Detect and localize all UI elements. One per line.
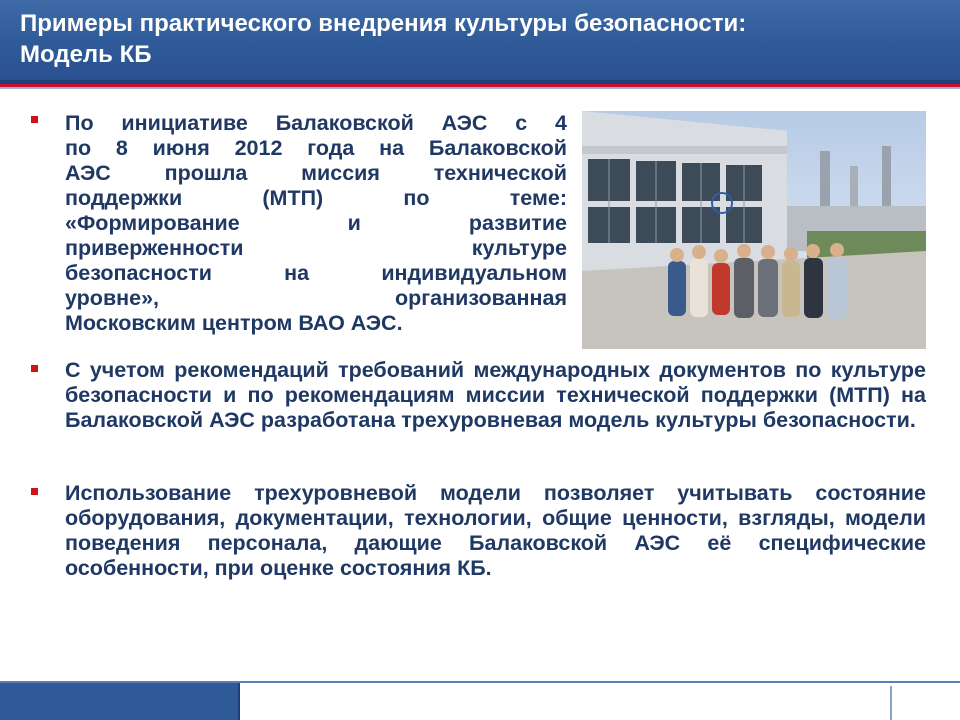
bullet-1-line: приверженности культуре [65, 236, 567, 260]
bullet-1-line: «Формирование и развитие [65, 211, 567, 235]
bullet-1-line: АЭС прошла миссия технической [65, 161, 567, 185]
bullet-marker-1 [31, 116, 38, 123]
footer-divider [890, 686, 892, 720]
footer-blue-block [0, 683, 240, 720]
bullet-paragraph-2 [65, 358, 926, 433]
title-line-2: Модель КБ [20, 41, 152, 68]
photo-illustration [582, 111, 926, 349]
bullet-1-line: по 8 июня 2012 года на Балаковской [65, 136, 567, 160]
bullet-1-line: уровне», организованная [65, 286, 567, 310]
bullet-1-line: безопасности на индивидуальном [65, 261, 567, 285]
bullet-1-line: поддержки (МТП) по теме: [65, 186, 567, 210]
bullet-paragraph-3 [65, 481, 926, 581]
bullet-3-text: Использование трехуровневой модели позволяет учитывать состояние оборудования, документации, технологии, общие ценности, взгляды, модели поведения персонала, дающие Балаковской АЭС её специфические особенности, при оценке состояния КБ. [65, 481, 926, 580]
bullet-1-line: Московским центром ВАО АЭС. [65, 311, 403, 335]
bullet-1-line: По инициативе Балаковской АЭС с 4 [65, 111, 567, 135]
group-photo-at-plant [582, 111, 926, 349]
bullet-marker-2 [31, 365, 38, 372]
bullet-marker-3 [31, 488, 38, 495]
bullet-2-text: С учетом рекомендаций требований международных документов по культуре безопасности и по рекомендациям миссии технической поддержки (МТП) на Балаковской АЭС разработана трехуровневая модель культуры безопасности. [65, 358, 926, 432]
title-line-1: Примеры практического внедрения культуры безопасности: [20, 10, 747, 37]
bullet-paragraph-1 [65, 111, 567, 336]
